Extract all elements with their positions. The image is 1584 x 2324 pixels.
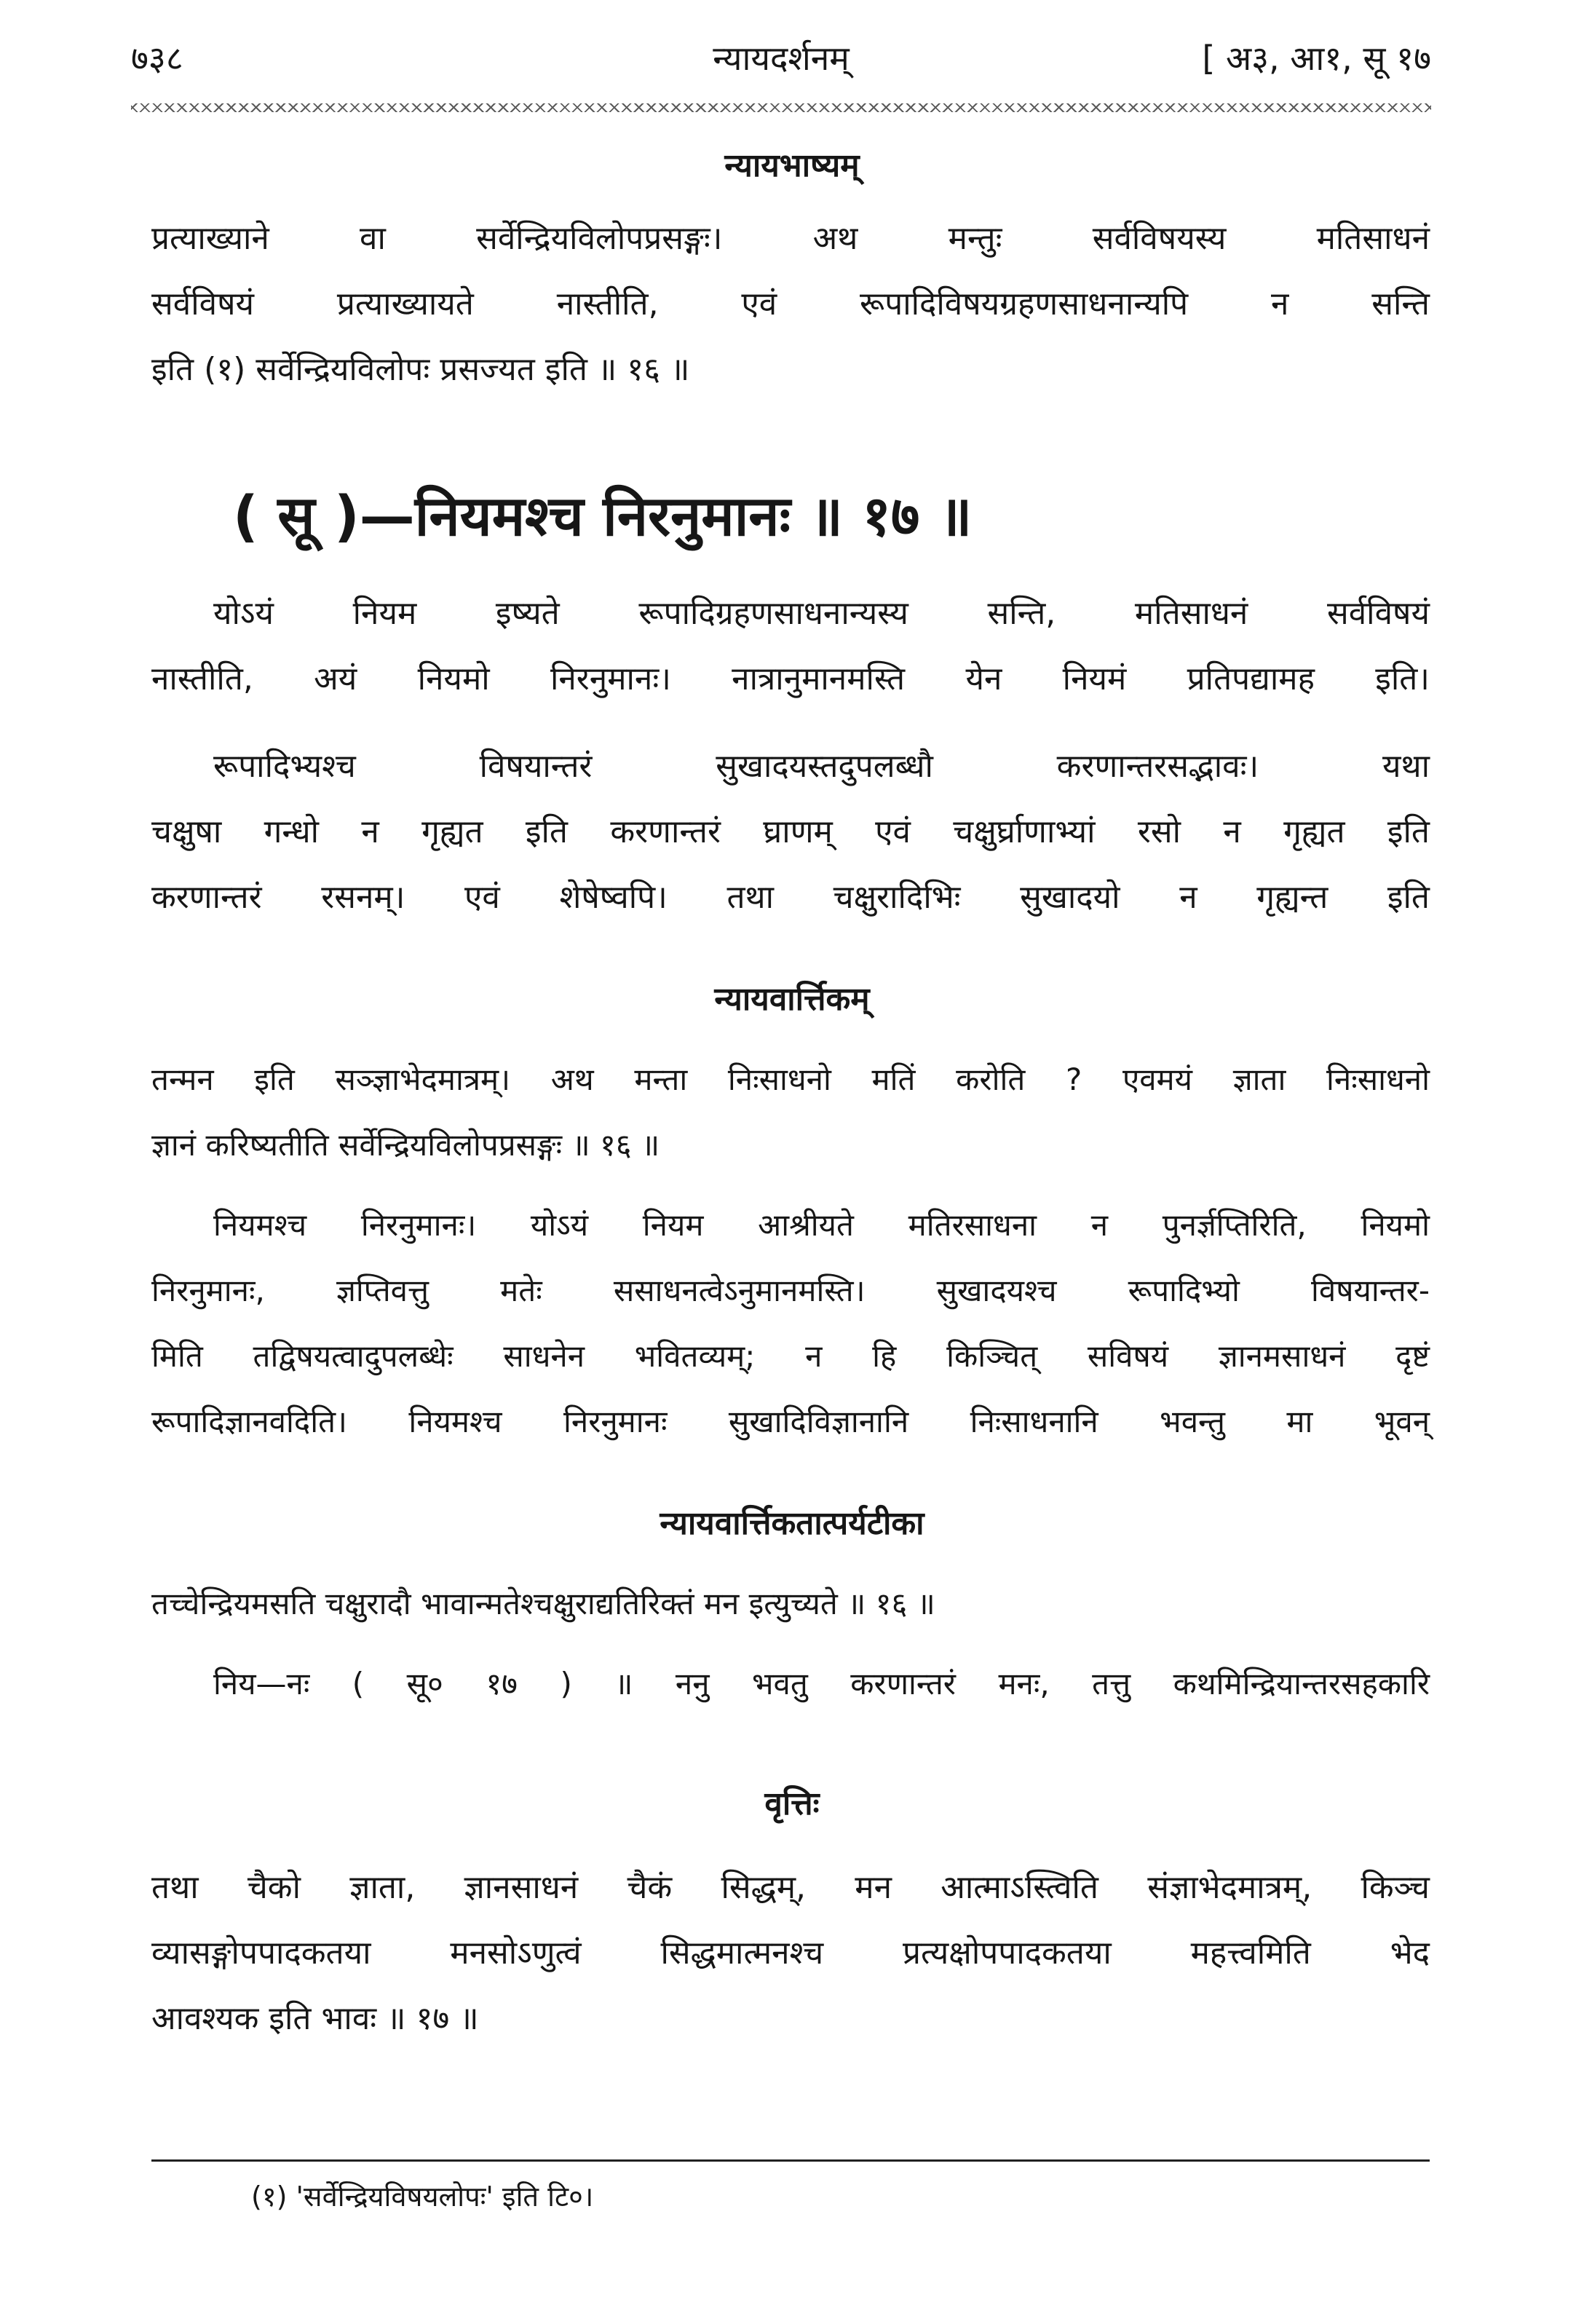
vartika-p1-line-1: तन्मन इति सञ्ज्ञाभेदमात्रम्। अथ मन्ता निःसाधनो मतिं करोति ? एवमयं ज्ञाता निःसाधनो bbox=[151, 1062, 1430, 1097]
tika-p1-line-1: तच्चेन्द्रियमसति चक्षुरादौ भावान्मतेश्चक्षुराद्यतिरिक्तं मन इत्युच्यते ॥ १६ ॥ bbox=[151, 1586, 935, 1621]
vritti-line-3: आवश्यक इति भावः ॥ १७ ॥ bbox=[151, 2000, 479, 2037]
bhashya-heading: न्यायभाष्यम् bbox=[724, 147, 860, 184]
running-title: न्यायदर्शनम् bbox=[713, 39, 850, 78]
page-number: ७३८ bbox=[131, 39, 183, 78]
bhashya-prev-line-2: सर्वविषयं प्रत्याख्यायते नास्तीति, एवं रूपादिविषयग्रहणसाधनान्यपि न सन्ति bbox=[151, 285, 1430, 323]
vartika-p2-line-1: नियमश्च निरनुमानः। योऽयं नियम आश्रीयते मतिरसाधना न पुनर्ज्ञप्तिरिति, नियमो bbox=[213, 1207, 1430, 1243]
tika-heading: न्यायवार्त्तिकतात्पर्यटीका bbox=[660, 1505, 924, 1542]
vartika-p2-line-2: निरनुमानः, ज्ञप्तिवत्तु मतेः ससाधनत्वेऽनुमानमस्ति। सुखादयश्च रूपादिभ्यो विषयान्तर- bbox=[151, 1273, 1430, 1308]
vartika-p1-line-2: ज्ञानं करिष्यतीति सर्वेन्द्रियविलोपप्रसङ्गः ॥ १६ ॥ bbox=[151, 1127, 660, 1163]
vartika-heading: न्यायवार्त्तिकम् bbox=[714, 981, 870, 1018]
chapter-reference: [ अ३, आ१, सू १७ bbox=[1202, 39, 1431, 78]
vartika-p2-line-3: मिति तद्विषयत्वादुपलब्धेः साधनेन भवितव्यम्; न हि किञ्चित् सविषयं ज्ञानमसाधनं दृष्टं bbox=[151, 1338, 1430, 1374]
header-wavy-rule bbox=[131, 103, 1431, 112]
page-header bbox=[131, 35, 1431, 93]
sutra-17: ( सू )—नियमश्च निरनुमानः ॥ १७ ॥ bbox=[233, 483, 973, 548]
bhashya-p1-line-2: नास्तीति, अयं नियमो निरनुमानः। नात्रानुमानमस्ति येन नियमं प्रतिपद्यामह इति। bbox=[151, 660, 1430, 697]
bhashya-p2-line-3: करणान्तरं रसनम्। एवं शेषेष्वपि। तथा चक्षुरादिभिः सुखादयो न गृह्यन्त इति bbox=[151, 879, 1430, 916]
vritti-line-1: तथा चैको ज्ञाता, ज्ञानसाधनं चैकं सिद्धम्, मन आत्माऽस्त्विति संज्ञाभेदमात्रम्, किञ्च bbox=[151, 1869, 1430, 1906]
footnote: (१) 'सर्वेन्द्रियविषयलोपः' इति टि०। bbox=[251, 2181, 594, 2213]
footnote-divider bbox=[151, 2159, 1430, 2162]
bhashya-prev-line-1: प्रत्याख्याने वा सर्वेन्द्रियविलोपप्रसङ्गः। अथ मन्तुः सर्वविषयस्य मतिसाधनं bbox=[151, 220, 1430, 257]
tika-p2-line-1: निय—नः ( सू० १७ ) ॥ ननु भवतु करणान्तरं मनः, तत्तु कथमिन्द्रियान्तरसहकारि bbox=[213, 1666, 1430, 1702]
bhashya-prev-line-3: इति (१) सर्वेन्द्रियविलोपः प्रसज्यत इति ॥ १६ ॥ bbox=[151, 351, 690, 388]
vartika-p2-line-4: रूपादिज्ञानवदिति। नियमश्च निरनुमानः सुखादिविज्ञानानि निःसाधनानि भवन्तु मा भूवन् bbox=[151, 1404, 1430, 1439]
bhashya-p2-line-2: चक्षुषा गन्धो न गृह्यत इति करणान्तरं घ्राणम् एवं चक्षुर्घ्राणाभ्यां रसो न गृह्यत इति bbox=[151, 813, 1430, 850]
vritti-line-2: व्यासङ्गोपपादकतया मनसोऽणुत्वं सिद्धमात्मनश्च प्रत्यक्षोपपादकतया महत्त्वमिति भेद bbox=[151, 1934, 1430, 1972]
bhashya-p2-line-1: रूपादिभ्यश्च विषयान्तरं सुखादयस्तदुपलब्धौ करणान्तरसद्भावः। यथा bbox=[213, 748, 1430, 785]
vritti-heading: वृत्तिः bbox=[764, 1785, 820, 1822]
bhashya-p1-line-1: योऽयं नियम इष्यते रूपादिग्रहणसाधनान्यस्य सन्ति, मतिसाधनं सर्वविषयं bbox=[213, 595, 1430, 632]
